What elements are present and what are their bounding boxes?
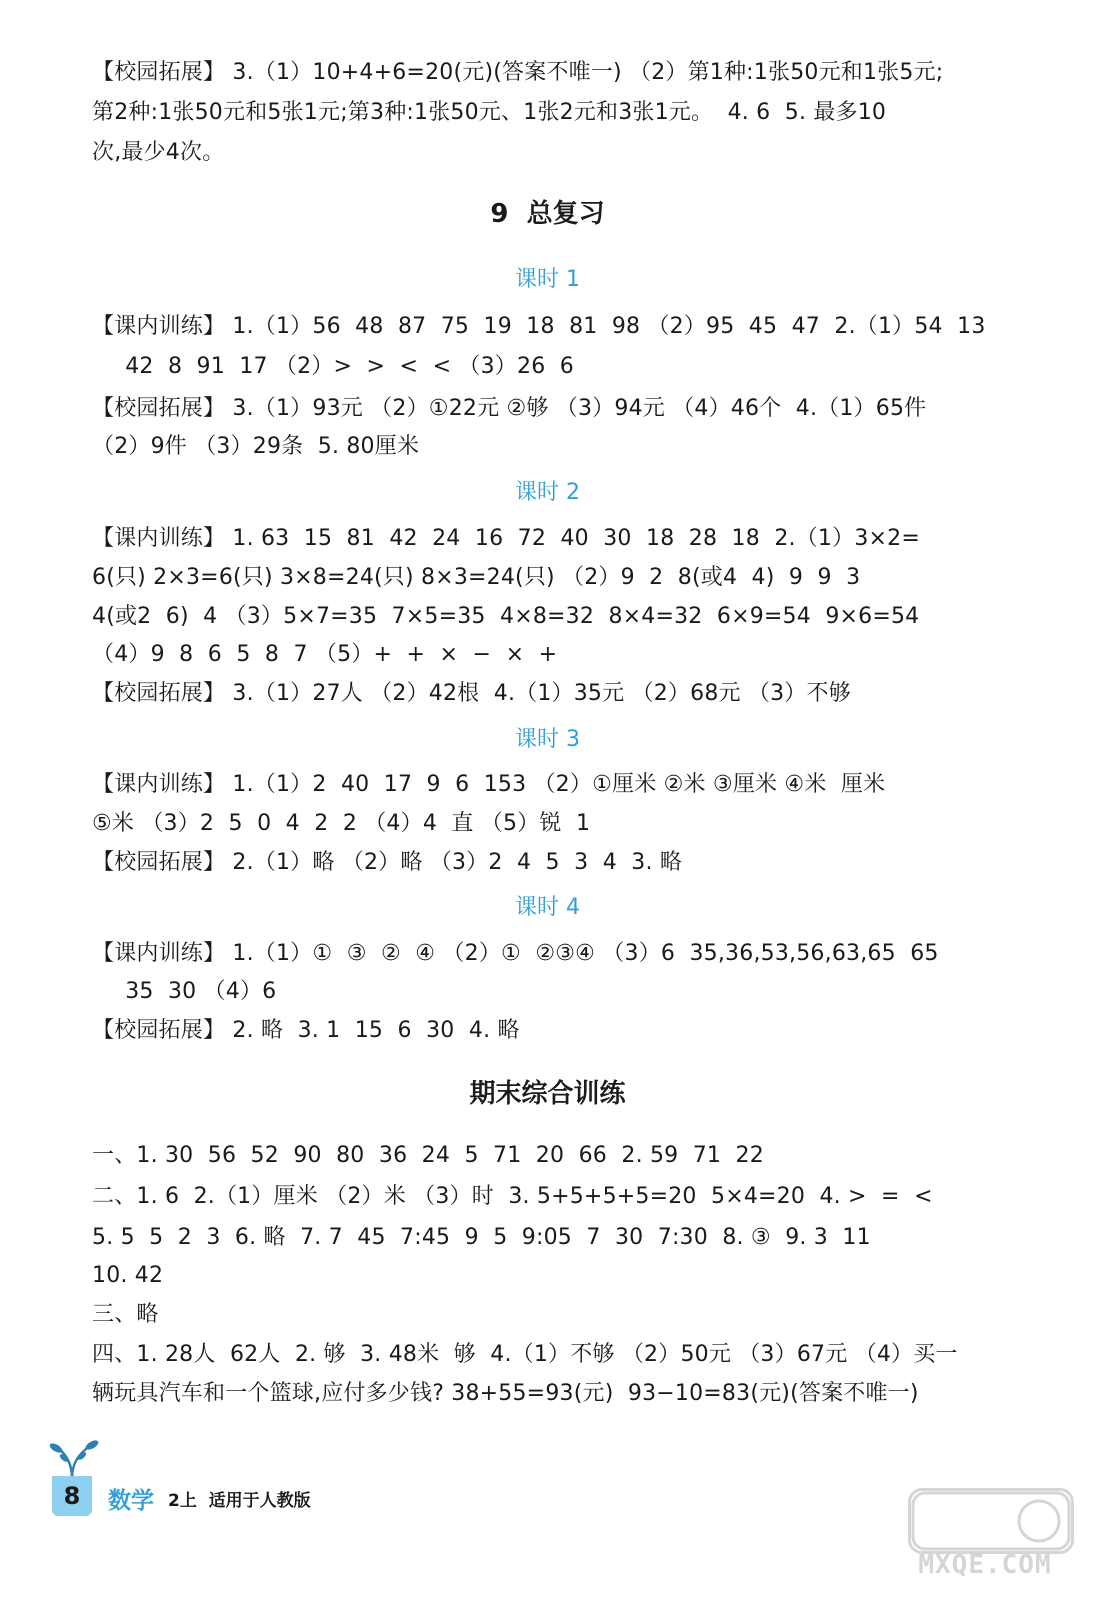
lesson-title: 课时 1: [515, 267, 580, 292]
grade-label: 2上 适用于人教版: [168, 1491, 311, 1511]
subject-label: 数学: [108, 1488, 154, 1514]
sprout-icon: [48, 1438, 108, 1480]
page-number: 8: [52, 1476, 92, 1516]
answer-line: （4）9 8 6 5 8 7 （5）+ + × − × +: [92, 642, 558, 667]
chapter-title: 9 总复习: [490, 199, 605, 229]
answer-line: 【课内训练】 1.（1）56 48 87 75 19 18 81 98 （2）95 45 47 2.（1）54 13: [92, 314, 986, 339]
answer-line: 二、1. 6 2.（1）厘米 （2）米 （3）时 3. 5+5+5+5=20 5×4=20 4. > = <: [92, 1184, 933, 1209]
section-title: 期末综合训练: [469, 1079, 626, 1109]
answer-line: 四、1. 28人 62人 2. 够 3. 48米 够 4.（1）不够 （2）50元 （3）67元 （4）买一: [92, 1342, 958, 1367]
answer-line: （2）9件 （3）29条 5. 80厘米: [92, 434, 420, 459]
answer-line: 第2种:1张50元和5张1元;第3种:1张50元、1张2元和3张1元。 4. 6 5. 最多10: [92, 100, 887, 125]
lesson-title: 课时 4: [515, 895, 580, 920]
answer-line: 辆玩具汽车和一个篮球,应付多少钱? 38+55=93(元) 93−10=83(元)(答案不唯一): [92, 1381, 919, 1406]
answer-line: 【校园拓展】 3.（1）10+4+6=20(元)(答案不唯一) （2）第1种:1张50元和1张5元;: [92, 60, 944, 85]
answer-line: 6(只) 2×3=6(只) 3×8=24(只) 8×3=24(只) （2）9 2 8(或4 4) 9 9 3: [92, 565, 861, 590]
answer-line: 一、1. 30 56 52 90 80 36 24 5 71 20 66 2. 59 71 22: [92, 1143, 764, 1168]
watermark-logo: [908, 1488, 1074, 1554]
answer-line: 【校园拓展】 2.（1）略 （2）略 （3）2 4 5 3 4 3. 略: [92, 850, 683, 875]
answer-line: 10. 42: [92, 1263, 164, 1288]
answer-line: 【校园拓展】 2. 略 3. 1 15 6 30 4. 略: [92, 1018, 520, 1043]
watermark-text: MXQE.COM: [918, 1550, 1052, 1580]
answer-line: 次,最少4次。: [92, 140, 225, 165]
answer-line: 【校园拓展】 3.（1）27人 （2）42根 4.（1）35元 （2）68元 （3）不够: [92, 681, 851, 706]
lesson-title: 课时 3: [515, 727, 580, 752]
answer-line: 【校园拓展】 3.（1）93元 （2）①22元 ②够 （3）94元 （4）46个 4.（1）65件: [92, 396, 927, 421]
answer-line: ⑤米 （3）2 5 0 4 2 2 （4）4 直 （5）锐 1: [92, 811, 591, 836]
answer-line: 【课内训练】 1.（1）2 40 17 9 6 153 （2）①厘米 ②米 ③厘米 ④米 厘米: [92, 772, 886, 797]
answer-line: 三、略: [92, 1302, 159, 1327]
page-footer: [48, 1438, 348, 1514]
answer-line: 42 8 91 17 （2）> > < < （3）26 6: [118, 354, 574, 379]
answer-line: 4(或2 6) 4 （3）5×7=35 7×5=35 4×8=32 8×4=32 6×9=54 9×6=54: [92, 604, 920, 629]
answer-line: 【课内训练】 1. 63 15 81 42 24 16 72 40 30 18 28 18 2.（1）3×2=: [92, 526, 920, 551]
watermark: [900, 1488, 1070, 1588]
answer-line: 5. 5 5 2 3 6. 略 7. 7 45 7:45 9 5 9:05 7 30 7:30 8. ③ 9. 3 11: [92, 1225, 871, 1250]
answer-line: 【课内训练】 1.（1）① ③ ② ④ （2）① ②③④ （3）6 35,36,53,56,63,65 65: [92, 941, 939, 966]
lesson-title: 课时 2: [515, 480, 580, 505]
answer-line: 35 30 （4）6: [118, 979, 277, 1004]
